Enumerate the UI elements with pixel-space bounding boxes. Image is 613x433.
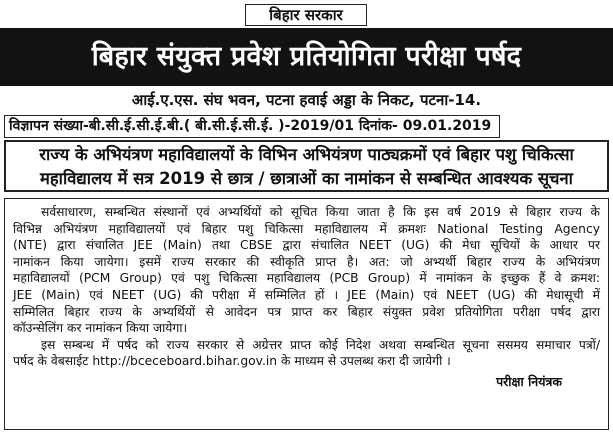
board-address: आई.ए.एस. संघ भवन, पटना हवाई अड्डा के निकट, पटना-14.: [131, 91, 482, 109]
notice-title-line-2: महाविद्यालय में सत्र 2019 से छात्र / छात्राओं का नामांकन से सम्बन्धित आवश्यक सूचना: [40, 169, 573, 188]
notice-body: [4, 198, 609, 430]
body-line: महाविद्यालयों (PCM Group) एवं पशु चिकित्सा महाविद्यालय (PCB Group) में नामांकन के इच्छुक हैं वे क्रमश:: [13, 271, 600, 286]
government-label: बिहार सरकार: [245, 4, 367, 26]
body-line: सर्वसाधारण, सम्बन्धित संस्थानों एवं अभ्यर्थियों को सूचित किया जाता है कि इस वर्ष 2019 से बिहार राज्य के: [41, 205, 600, 219]
body-line: (NTE) द्वारा संचालित JEE (Main) तथा CBSE द्वारा संचालित NEET (UG) की मेधा सूचियों के आधार पर: [13, 238, 600, 253]
body-line: इस सम्बन्ध में पर्षद को राज्य सरकार से अग्रेत्तर प्राप्त कोई निदेश अथवा सम्बन्धित सूचना ससमय समाचार पत्रों/: [41, 337, 600, 352]
body-line: सम्मिलित बिहार राज्य के अभ्यर्थियों से आवेदन पत्र प्राप्त कर बिहार संयुक्त प्रवेश प्रतियोगिता परीक्षा पर्षद द्वारा: [13, 304, 600, 319]
body-line: कॉउन्सेलिंग कर नामांकन किया जायेगा।: [13, 321, 188, 336]
notice-title-box: [4, 140, 609, 192]
body-line: JEE (Main) एवं NEET (UG) की परीक्षा में सम्मिलित हों । JEE (Main) एवं NEET (UG) की मेधासूची में: [13, 287, 600, 302]
notice-title-line-1: राज्य के अभियंत्रण महाविद्यालयों के विभिन अभियंत्रण पाठ्यक्रमों एवं बिहार पशु चिकित्सा: [39, 145, 574, 164]
body-line-with-website: पर्षद के वेबसाईट http://bceceboard.bihar.gov.in के माध्यम से उपलब्ध करा दी जायेगी ।: [13, 354, 451, 369]
advertisement-number: विज्ञापन संख्या-बी.सी.ई.सी.ई.बी.( बी.सी.ई.सी.ई. )-2019/01 दिनांक- 09.01.2019: [4, 115, 500, 138]
board-title-banner: बिहार संयुक्त प्रवेश प्रतियोगिता परीक्षा पर्षद: [0, 28, 613, 86]
signature-exam-controller: परीक्षा नियंत्रक: [496, 373, 562, 389]
body-line: नामांकन किया जायेगा। इसमें राज्य सरकार की स्वीकृति प्राप्त है। अत: जो अभ्यर्थी बिहार राज्य के अभियंत्रण: [13, 254, 600, 269]
body-line: विभिन्न अभियंत्रण महाविद्यालयों एवं बिहार पशु चिकित्सा महाविद्यालय में क्रमशः National Testing Agency: [13, 221, 600, 236]
